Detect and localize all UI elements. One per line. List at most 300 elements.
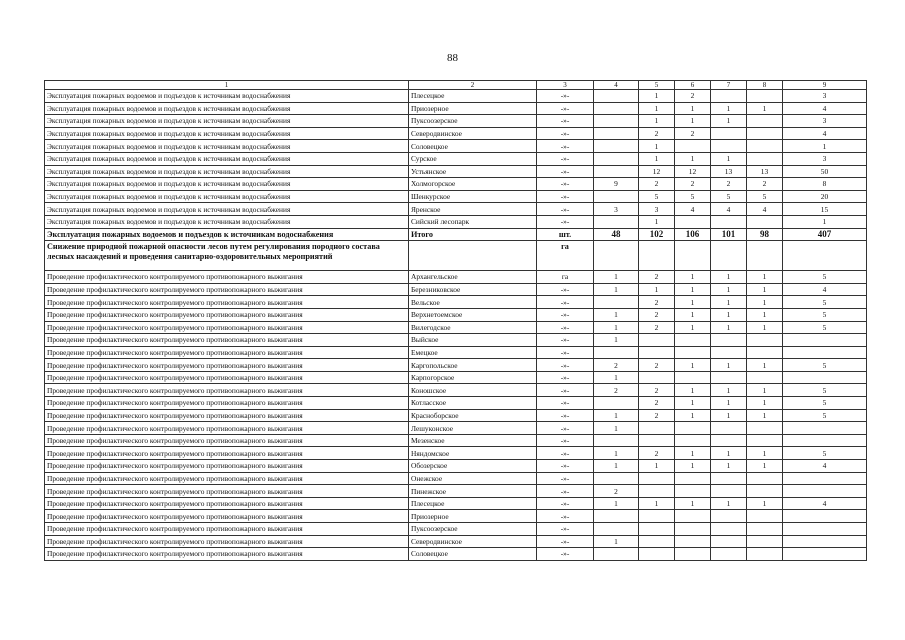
activity-cell: Проведение профилактического контролируемого противопожарного выжигания (45, 271, 409, 284)
value-cell: 1 (747, 409, 783, 422)
value-cell (711, 535, 747, 548)
value-cell (711, 422, 747, 435)
total-value-cell: 5 (783, 384, 867, 397)
value-cell (747, 548, 783, 561)
value-cell: 1 (711, 384, 747, 397)
value-cell (594, 215, 639, 228)
value-cell (747, 535, 783, 548)
total-value-cell: 5 (783, 308, 867, 321)
value-cell: 1 (594, 271, 639, 284)
column-number-cell: 8 (747, 81, 783, 90)
total-value-cell: 5 (783, 397, 867, 410)
value-cell (594, 434, 639, 447)
district-cell: Шенкурское (409, 190, 537, 203)
value-cell: 1 (675, 384, 711, 397)
table-row (45, 90, 867, 103)
table-row (45, 215, 867, 228)
unit-cell: шт. (537, 228, 594, 241)
value-cell (747, 371, 783, 384)
activity-cell: Проведение профилактического контролируемого противопожарного выжигания (45, 384, 409, 397)
value-cell: 2 (594, 485, 639, 498)
activity-cell: Проведение профилактического контролируемого противопожарного выжигания (45, 397, 409, 410)
table-row (45, 397, 867, 410)
value-cell (675, 346, 711, 359)
value-cell: 4 (747, 203, 783, 216)
unit-cell: -»- (537, 447, 594, 460)
unit-cell: -»- (537, 165, 594, 178)
unit-cell: -»- (537, 510, 594, 523)
activity-cell: Проведение профилактического контролируемого противопожарного выжигания (45, 334, 409, 347)
value-cell (675, 434, 711, 447)
value-cell: 1 (711, 102, 747, 115)
value-cell (639, 472, 675, 485)
total-value-cell (783, 346, 867, 359)
unit-cell: -»- (537, 102, 594, 115)
value-cell (675, 371, 711, 384)
district-cell: Холмогорское (409, 178, 537, 191)
value-cell: 2 (639, 409, 675, 422)
value-cell: 1 (594, 283, 639, 296)
value-cell: 1 (639, 90, 675, 103)
value-cell (675, 535, 711, 548)
value-cell (639, 548, 675, 561)
unit-cell: -»- (537, 397, 594, 410)
unit-cell: -»- (537, 127, 594, 140)
value-cell: 102 (639, 228, 675, 241)
value-cell: 1 (711, 409, 747, 422)
district-cell: Архангельское (409, 271, 537, 284)
value-cell (747, 241, 783, 271)
value-cell: 2 (639, 397, 675, 410)
unit-cell: -»- (537, 523, 594, 536)
activity-cell: Проведение профилактического контролируемого противопожарного выжигания (45, 497, 409, 510)
district-cell (409, 241, 537, 271)
value-cell: 98 (747, 228, 783, 241)
value-cell: 1 (711, 308, 747, 321)
value-cell: 1 (711, 359, 747, 372)
value-cell (594, 115, 639, 128)
unit-cell: -»- (537, 140, 594, 153)
value-cell (639, 334, 675, 347)
value-cell (594, 140, 639, 153)
unit-cell: -»- (537, 152, 594, 165)
value-cell: 3 (594, 203, 639, 216)
column-number-cell: 2 (409, 81, 537, 90)
value-cell: 1 (675, 460, 711, 473)
district-cell: Итого (409, 228, 537, 241)
table-row (45, 497, 867, 510)
activity-cell: Эксплуатация пожарных водоемов и подъездов к источникам водоснабжения (45, 102, 409, 115)
district-cell: Приозерное (409, 102, 537, 115)
total-value-cell: 3 (783, 90, 867, 103)
value-cell: 1 (711, 115, 747, 128)
table-row (45, 447, 867, 460)
total-value-cell: 5 (783, 296, 867, 309)
value-cell: 1 (711, 283, 747, 296)
value-cell: 2 (594, 384, 639, 397)
activity-cell: Проведение профилактического контролируемого противопожарного выжигания (45, 535, 409, 548)
total-value-cell: 15 (783, 203, 867, 216)
activity-cell: Проведение профилактического контролируемого противопожарного выжигания (45, 523, 409, 536)
unit-cell: -»- (537, 548, 594, 561)
unit-cell: -»- (537, 371, 594, 384)
district-cell: Коношское (409, 384, 537, 397)
value-cell: 2 (675, 90, 711, 103)
value-cell: 1 (639, 283, 675, 296)
district-cell: Пуксоозерское (409, 523, 537, 536)
district-cell: Няндомское (409, 447, 537, 460)
value-cell (747, 152, 783, 165)
page-number: 88 (447, 52, 458, 64)
unit-cell: -»- (537, 215, 594, 228)
value-cell (747, 422, 783, 435)
total-value-cell: 4 (783, 283, 867, 296)
value-cell: 2 (639, 308, 675, 321)
value-cell: 4 (675, 203, 711, 216)
value-cell (594, 296, 639, 309)
value-cell: 1 (675, 447, 711, 460)
value-cell (594, 190, 639, 203)
value-cell: 1 (594, 422, 639, 435)
value-cell: 5 (711, 190, 747, 203)
value-cell (711, 241, 747, 271)
district-cell: Сурское (409, 152, 537, 165)
district-cell: Верхнетоемское (409, 308, 537, 321)
activity-cell: Эксплуатация пожарных водоемов и подъездов к источникам водоснабжения (45, 127, 409, 140)
forestry-measures-table (44, 80, 867, 561)
value-cell (747, 346, 783, 359)
unit-cell: -»- (537, 115, 594, 128)
value-cell: 1 (675, 321, 711, 334)
value-cell: 2 (594, 359, 639, 372)
total-value-cell (783, 434, 867, 447)
value-cell: 2 (639, 178, 675, 191)
value-cell: 1 (675, 296, 711, 309)
value-cell (594, 510, 639, 523)
table-row (45, 535, 867, 548)
value-cell (747, 434, 783, 447)
total-value-cell: 4 (783, 460, 867, 473)
value-cell (675, 140, 711, 153)
value-cell (639, 422, 675, 435)
value-cell (594, 90, 639, 103)
activity-cell: Проведение профилактического контролируемого противопожарного выжигания (45, 485, 409, 498)
unit-cell: -»- (537, 334, 594, 347)
value-cell: 1 (747, 296, 783, 309)
table-row (45, 371, 867, 384)
value-cell (711, 510, 747, 523)
value-cell: 1 (675, 397, 711, 410)
column-number-cell: 6 (675, 81, 711, 90)
value-cell: 2 (675, 127, 711, 140)
unit-cell: -»- (537, 296, 594, 309)
unit-cell: -»- (537, 203, 594, 216)
value-cell: 1 (594, 371, 639, 384)
activity-cell: Проведение профилактического контролируемого противопожарного выжигания (45, 434, 409, 447)
value-cell: 2 (747, 178, 783, 191)
value-cell: 2 (639, 127, 675, 140)
total-value-cell: 4 (783, 102, 867, 115)
district-cell: Мезенское (409, 434, 537, 447)
total-value-cell (783, 334, 867, 347)
table-row (45, 152, 867, 165)
activity-cell: Эксплуатация пожарных водоемов и подъездов к источникам водоснабжения (45, 178, 409, 191)
value-cell (711, 127, 747, 140)
activity-cell: Проведение профилактического контролируемого противопожарного выжигания (45, 321, 409, 334)
value-cell (594, 346, 639, 359)
value-cell (747, 115, 783, 128)
district-cell: Плесецкое (409, 90, 537, 103)
district-cell: Онежское (409, 472, 537, 485)
value-cell: 1 (675, 308, 711, 321)
activity-cell: Эксплуатация пожарных водоемов и подъездов к источникам водоснабжения (45, 228, 409, 241)
district-cell: Соловецкое (409, 140, 537, 153)
total-value-cell: 3 (783, 115, 867, 128)
unit-cell: -»- (537, 535, 594, 548)
table-row (45, 409, 867, 422)
district-cell: Обозерское (409, 460, 537, 473)
value-cell (711, 371, 747, 384)
value-cell: 1 (594, 308, 639, 321)
value-cell: 1 (747, 321, 783, 334)
value-cell (711, 334, 747, 347)
value-cell: 1 (711, 296, 747, 309)
value-cell (675, 510, 711, 523)
district-cell: Выйское (409, 334, 537, 347)
value-cell: 1 (594, 460, 639, 473)
activity-cell: Проведение профилактического контролируемого противопожарного выжигания (45, 371, 409, 384)
value-cell (639, 371, 675, 384)
value-cell (711, 434, 747, 447)
total-value-cell (783, 548, 867, 561)
activity-cell: Проведение профилактического контролируемого противопожарного выжигания (45, 422, 409, 435)
value-cell (639, 523, 675, 536)
value-cell: 1 (594, 497, 639, 510)
value-cell (639, 346, 675, 359)
total-value-cell: 50 (783, 165, 867, 178)
value-cell (675, 523, 711, 536)
value-cell: 2 (639, 384, 675, 397)
value-cell: 1 (747, 271, 783, 284)
total-value-cell: 5 (783, 359, 867, 372)
table-row (45, 321, 867, 334)
district-cell: Соловецкое (409, 548, 537, 561)
district-cell: Котласское (409, 397, 537, 410)
value-cell: 12 (675, 165, 711, 178)
value-cell: 1 (747, 308, 783, 321)
total-value-cell: 5 (783, 409, 867, 422)
unit-cell: -»- (537, 460, 594, 473)
value-cell (747, 334, 783, 347)
value-cell: 1 (675, 271, 711, 284)
value-cell: 1 (639, 215, 675, 228)
activity-cell: Проведение профилактического контролируемого противопожарного выжигания (45, 447, 409, 460)
district-cell: Пинежское (409, 485, 537, 498)
column-number-cell: 3 (537, 81, 594, 90)
value-cell (594, 548, 639, 561)
activity-cell: Проведение профилактического контролируемого противопожарного выжигания (45, 359, 409, 372)
table-row (45, 115, 867, 128)
value-cell (747, 127, 783, 140)
value-cell: 1 (639, 460, 675, 473)
table-row (45, 178, 867, 191)
value-cell (711, 523, 747, 536)
column-number-cell: 9 (783, 81, 867, 90)
value-cell: 5 (639, 190, 675, 203)
value-cell: 1 (639, 115, 675, 128)
table-row (45, 510, 867, 523)
value-cell: 48 (594, 228, 639, 241)
total-value-cell: 3 (783, 152, 867, 165)
value-cell: 1 (594, 535, 639, 548)
unit-cell: -»- (537, 308, 594, 321)
activity-cell: Проведение профилактического контролируемого противопожарного выжигания (45, 460, 409, 473)
table-row (45, 296, 867, 309)
value-cell: 4 (711, 203, 747, 216)
value-cell (594, 102, 639, 115)
district-cell: Вельское (409, 296, 537, 309)
value-cell: 1 (594, 409, 639, 422)
district-cell: Приозерное (409, 510, 537, 523)
value-cell (711, 215, 747, 228)
value-cell: 2 (711, 178, 747, 191)
value-cell: 1 (747, 397, 783, 410)
value-cell: 2 (639, 296, 675, 309)
total-value-cell (783, 371, 867, 384)
value-cell: 1 (747, 283, 783, 296)
value-cell: 9 (594, 178, 639, 191)
value-cell: 1 (747, 359, 783, 372)
table-row (45, 127, 867, 140)
district-cell: Северодвинское (409, 535, 537, 548)
table-row (45, 485, 867, 498)
table-row (45, 190, 867, 203)
value-cell: 1 (639, 140, 675, 153)
value-cell (711, 346, 747, 359)
value-cell: 13 (711, 165, 747, 178)
value-cell: 1 (639, 102, 675, 115)
value-cell: 1 (711, 460, 747, 473)
unit-cell: -»- (537, 359, 594, 372)
total-value-cell: 5 (783, 447, 867, 460)
district-cell: Вилегодское (409, 321, 537, 334)
value-cell: 1 (711, 397, 747, 410)
value-cell: 13 (747, 165, 783, 178)
table-row (45, 548, 867, 561)
total-value-cell (783, 485, 867, 498)
value-cell: 2 (675, 178, 711, 191)
table-row (45, 422, 867, 435)
unit-cell: -»- (537, 90, 594, 103)
district-cell: Карпогорское (409, 371, 537, 384)
district-cell: Плесецкое (409, 497, 537, 510)
activity-cell: Проведение профилактического контролируемого противопожарного выжигания (45, 472, 409, 485)
value-cell (711, 140, 747, 153)
district-cell: Емецкое (409, 346, 537, 359)
value-cell (639, 485, 675, 498)
value-cell: 1 (594, 334, 639, 347)
value-cell (675, 215, 711, 228)
unit-cell: -»- (537, 384, 594, 397)
unit-cell: -»- (537, 283, 594, 296)
value-cell: 1 (675, 409, 711, 422)
total-value-cell: 4 (783, 497, 867, 510)
value-cell (639, 510, 675, 523)
unit-cell: -»- (537, 409, 594, 422)
value-cell: 1 (711, 447, 747, 460)
district-cell: Устьянское (409, 165, 537, 178)
value-cell (747, 485, 783, 498)
table-row (45, 346, 867, 359)
value-cell: 1 (639, 497, 675, 510)
total-value-cell: 5 (783, 321, 867, 334)
value-cell: 2 (639, 321, 675, 334)
section-heading-row (45, 241, 867, 271)
value-cell (639, 434, 675, 447)
value-cell (594, 127, 639, 140)
value-cell: 1 (639, 152, 675, 165)
table-row (45, 384, 867, 397)
activity-cell: Эксплуатация пожарных водоемов и подъездов к источникам водоснабжения (45, 215, 409, 228)
total-value-cell: 1 (783, 140, 867, 153)
value-cell: 3 (639, 203, 675, 216)
value-cell: 1 (675, 102, 711, 115)
value-cell: 1 (675, 283, 711, 296)
value-cell (747, 90, 783, 103)
activity-cell: Проведение профилактического контролируемого противопожарного выжигания (45, 548, 409, 561)
column-number-row (45, 81, 867, 90)
activity-cell: Проведение профилактического контролируемого противопожарного выжигания (45, 346, 409, 359)
value-cell (594, 472, 639, 485)
activity-cell: Эксплуатация пожарных водоемов и подъездов к источникам водоснабжения (45, 90, 409, 103)
value-cell: 1 (675, 497, 711, 510)
district-cell: Яренское (409, 203, 537, 216)
value-cell: 1 (675, 115, 711, 128)
unit-cell: -»- (537, 472, 594, 485)
total-value-cell: 5 (783, 271, 867, 284)
value-cell (747, 215, 783, 228)
value-cell (675, 472, 711, 485)
activity-cell: Эксплуатация пожарных водоемов и подъездов к источникам водоснабжения (45, 140, 409, 153)
total-row (45, 228, 867, 241)
value-cell: 101 (711, 228, 747, 241)
unit-cell: -»- (537, 321, 594, 334)
district-cell: Березниковское (409, 283, 537, 296)
total-value-cell: 20 (783, 190, 867, 203)
value-cell: 5 (747, 190, 783, 203)
total-value-cell: 1 (783, 215, 867, 228)
value-cell (675, 548, 711, 561)
total-value-cell (783, 510, 867, 523)
value-cell (594, 152, 639, 165)
value-cell: 2 (639, 447, 675, 460)
value-cell: 106 (675, 228, 711, 241)
value-cell: 1 (747, 447, 783, 460)
table-row (45, 271, 867, 284)
table-row (45, 472, 867, 485)
district-cell: Красноборское (409, 409, 537, 422)
table-row (45, 434, 867, 447)
value-cell (639, 241, 675, 271)
value-cell (594, 165, 639, 178)
unit-cell: -»- (537, 190, 594, 203)
unit-cell: -»- (537, 434, 594, 447)
table-row (45, 359, 867, 372)
value-cell (747, 510, 783, 523)
table-row (45, 308, 867, 321)
table-row (45, 334, 867, 347)
value-cell: 1 (747, 384, 783, 397)
